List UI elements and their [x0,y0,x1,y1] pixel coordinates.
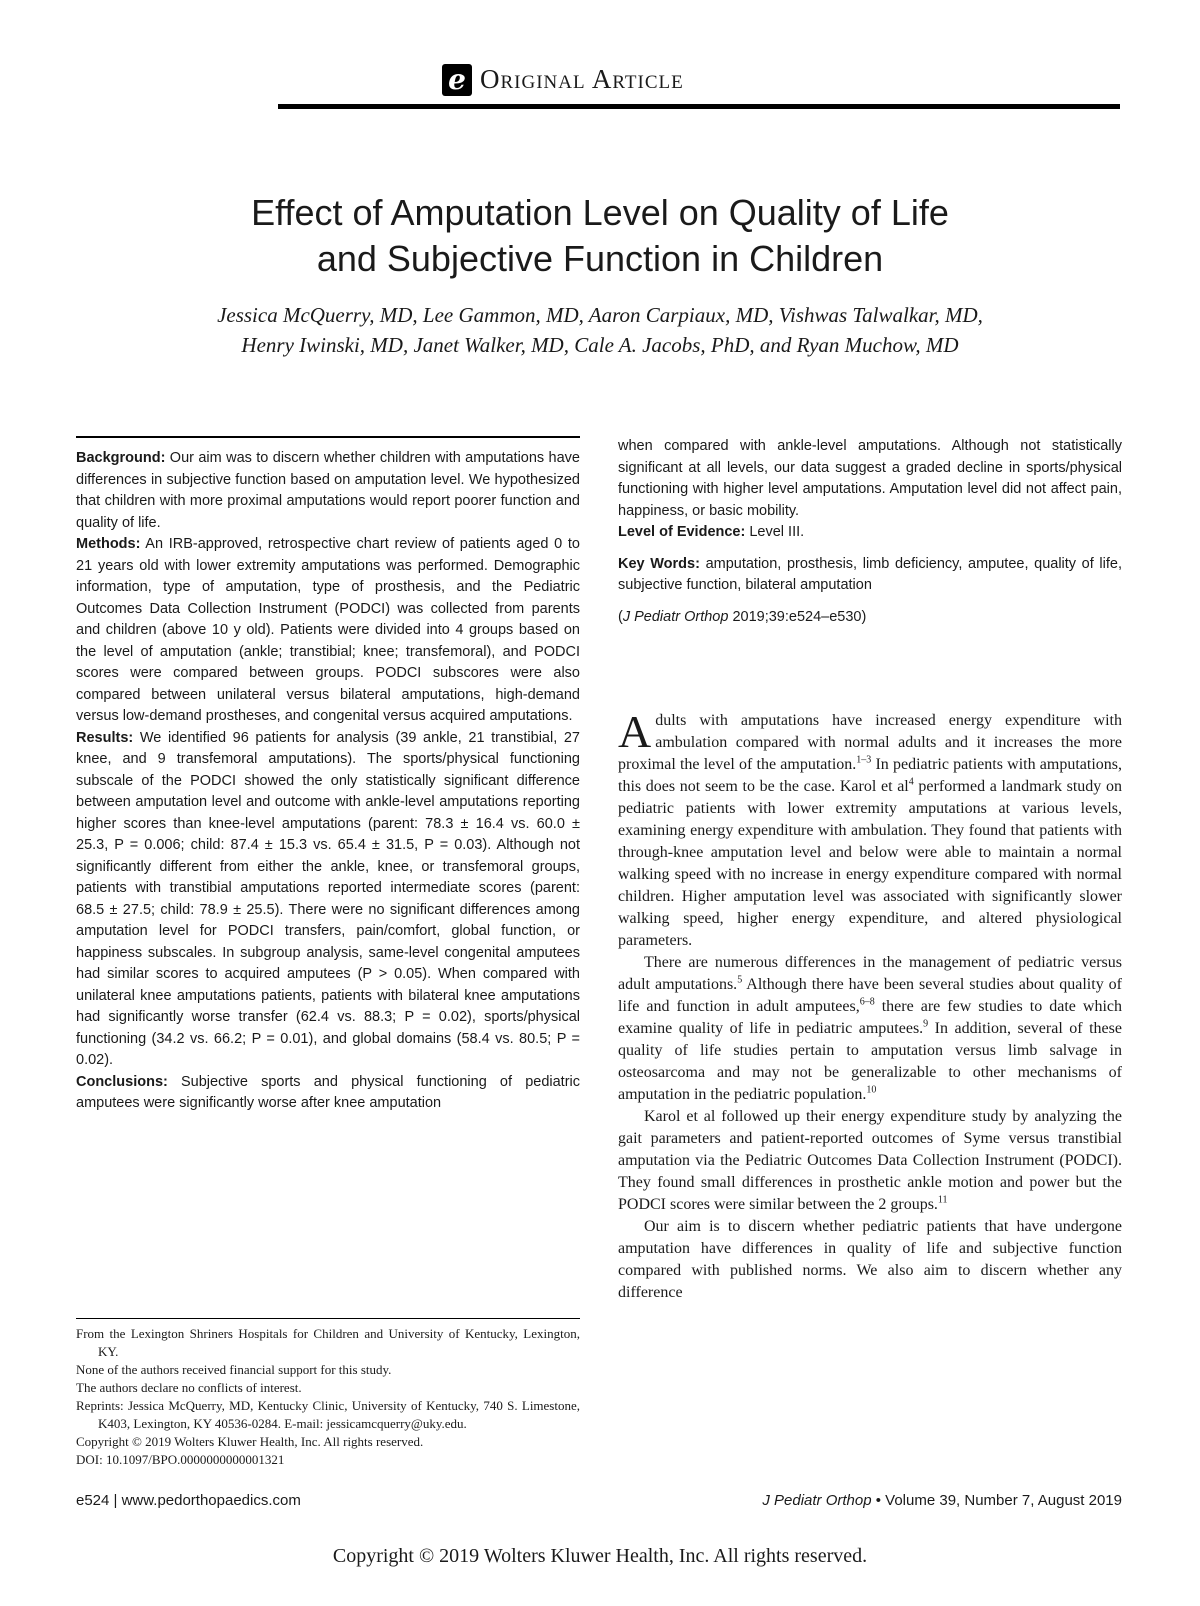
footer-journal: J Pediatr Orthop [762,1492,872,1509]
drop-cap: A [618,706,652,757]
methods-label: Methods: [76,536,141,552]
authors-line-1: Jessica McQuerry, MD, Lee Gammon, MD, Aaron Carpiaux, MD, Vishwas Talwalkar, MD, [217,303,983,327]
footnote-funding: None of the authors received financial support for this study. [76,1362,392,1377]
footnote-affiliation: From the Lexington Shriners Hospitals for Children and University of Kentucky, Lexington, KY. [76,1326,580,1359]
p3-part-a: Karol et al followed up their energy expenditure study by analyzing the gait parameters and patient-reported outcomes of Syme versus transtibial amputation via the Pediatric Outcomes Data Collection Instrument (PODCI). They found small differences in prosthetic ankle motion and power but the PODCI scores were similar between the 2 groups. [618,1108,1122,1213]
body-paragraph-2 [618,952,1122,1106]
footnotes [76,1318,580,1469]
body-paragraph-1 [618,706,1123,952]
page-footer [76,1492,1122,1516]
header-rule [278,104,1120,109]
background-text: Our aim was to discern whether children with amputations have differences in subjective function based on amputation level. We hypothesized that children with more proximal amputations would report poorer function and quality of life. [76,450,580,531]
citation-sup: 11 [937,1194,948,1206]
citation-sup: 9 [923,1018,929,1030]
keywords-label: Key Words: [618,555,700,572]
background-label: Background: [76,450,166,466]
p1-part-c: performed a landmark study on pediatric patients with lower extremity amputations at various levels, examining energy expenditure with ambulation. They found that patients with through-knee amputation level and below were able to maintain a normal walking speed with no increase in energy expenditure compared with normal children. Higher amputation level was associated with significantly slower walking speed, higher energy expenditure, and altered physiological parameters. [618,778,1122,949]
citation-journal: J Pediatr Orthop [622,608,729,625]
title-line-1: Effect of Amputation Level on Quality of Life [251,192,949,233]
results-label: Results: [76,729,134,746]
p1-part-b: In pediatric patients with amputations, this does not seem to be the case. Karol et al [618,756,1123,795]
evidence-text: Level III. [745,524,805,540]
conclusions-text: Subjective sports and physical functioning of pediatric amputees were significantly worse after knee amputation [76,1073,580,1111]
abstract-results [76,728,580,1072]
level-of-evidence [618,522,1122,544]
evidence-label: Level of Evidence: [618,524,746,540]
article-title [100,190,1100,282]
authors-line-2: Henry Iwinski, MD, Janet Walker, MD, Cale A. Jacobs, PhD, and Ryan Muchow, MD [241,333,959,357]
p2-part-d: In addition, several of these quality of life studies pertain to amputation versus limb salvage in osteosarcoma and may not be generalizable to other mechanisms of amputation in the pediatric population. [618,1020,1122,1103]
footnote-copyright: Copyright © 2019 Wolters Kluwer Health, Inc. All rights reserved. [76,1434,424,1449]
key-words [618,554,1122,597]
p1-part-a: dults with amputations have increased energy expenditure with ambulation compared with normal adults and it increases the more proximal the level of the amputation. [618,712,1122,773]
citation-sup: 4 [908,776,914,788]
author-list [100,300,1100,360]
abstract-methods [76,534,580,728]
p2-part-b: Although there have been several studies about quality of life and function in adult amputees, [618,976,1122,1015]
keywords-text: amputation, prosthesis, limb deficiency, amputee, quality of life, subjective function, bilateral amputation [618,555,1122,593]
e-pub-logo-icon: e [442,64,472,96]
abstract-conclusions [76,1072,580,1115]
body-paragraph-3 [618,1106,1122,1216]
methods-text: An IRB-approved, retrospective chart review of patients aged 0 to 21 years old with lower extremity amputations was performed. Demographic information, type of amputation, type of prosthesis, and the Pediatric Outcomes Data Collection Instrument (PODCI) was collected from parents and children (above 10 y old). Patients were divided into 4 groups based on the level of amputation (ankle; transtibial; knee; transfemoral), and PODCI scores were compared between groups. PODCI subscores were also compared between unilateral versus bilateral amputations, high-demand versus low-demand prostheses, and congenital versus acquired amputations. [76,536,580,724]
bottom-copyright: Copyright © 2019 Wolters Kluwer Health, Inc. All rights reserved. [332,1545,868,1567]
p2-part-a: There are numerous differences in the management of pediatric versus adult amputations. [618,954,1122,993]
article-type-label: Original Article [480,64,684,94]
footnote-reprints: Reprints: Jessica McQuerry, MD, Kentucky Clinic, University of Kentucky, 740 S. Limestone, K403, Lexington, KY 40536-0284. E-mail: jessicamcquerry@uky.edu. [76,1398,580,1431]
citation-sup: 1–3 [856,754,872,766]
footnote-conflicts: The authors declare no conflicts of interest. [76,1380,302,1395]
footer-volume: • Volume 39, Number 7, August 2019 [871,1492,1122,1509]
citation [618,607,1122,629]
footer-journal-info [762,1492,1122,1509]
abstract-left [76,436,580,1115]
body-paragraph-4: Our aim is to discern whether pediatric patients that have undergone amputation have differences in quality of life and subjective function compared with published norms. We also aim to discern whether any difference [618,1218,1122,1301]
conclusions-continued: when compared with ankle-level amputations. Although not statistically significant at all levels, our data suggest a graded decline in sports/physical functioning with higher level amputations. Amputation level did not affect pain, happiness, or basic mobility. [618,438,1122,519]
abstract-right [618,436,1122,628]
citation-sup: 6–8 [859,996,875,1008]
p2-part-c: there are few studies to date which examine quality of life in pediatric amputees. [618,998,1122,1037]
citation-rest: 2019;39:e524–e530) [728,608,867,625]
conclusions-label: Conclusions: [76,1073,168,1090]
citation-sup: 5 [737,974,743,986]
footer-page-url: e524 | www.pedorthopaedics.com [76,1492,301,1509]
citation-open: ( [618,608,623,625]
article-header [278,60,1120,110]
citation-sup: 10 [866,1084,877,1096]
footnote-doi: DOI: 10.1097/BPO.0000000000001321 [76,1452,285,1467]
abstract-background [76,448,580,534]
results-text: We identified 96 patients for analysis (39 ankle, 21 transtibial, 27 knee, and 9 transfemoral amputations). The sports/physical functioning subscale of the PODCI showed the only statistically significant difference between amputation level and outcome with ankle-level amputations reporting higher scores than knee-level amputations (parent: 78.3 ± 16.4 vs. 60.0 ± 25.3, P = 0.006; child: 87.4 ± 15.3 vs. 65.4 ± 31.5, P = 0.03). Although not significantly different from either the ankle, knee, or transfemoral groups, patients with transtibial amputations reported intermediate scores (parent: 68.5 ± 27.5; child: 78.9 ± 25.5). There were no significant differences among amputation level for PODCI transfers, pain/comfort, global function, or happiness subscales. In subgroup analysis, same-level congenital amputees had similar scores to acquired amputees (P > 0.05). When compared with unilateral knee amputations patients, patients with bilateral knee amputations had significantly worse transfer (62.4 vs. 88.3; P = 0.02), sports/physical functioning (34.2 vs. 66.2; P = 0.01), and global domains (58.4 vs. 80.5; P = 0.02). [76,729,580,1068]
body-text [618,706,1123,1304]
title-line-2: and Subjective Function in Children [316,238,884,279]
